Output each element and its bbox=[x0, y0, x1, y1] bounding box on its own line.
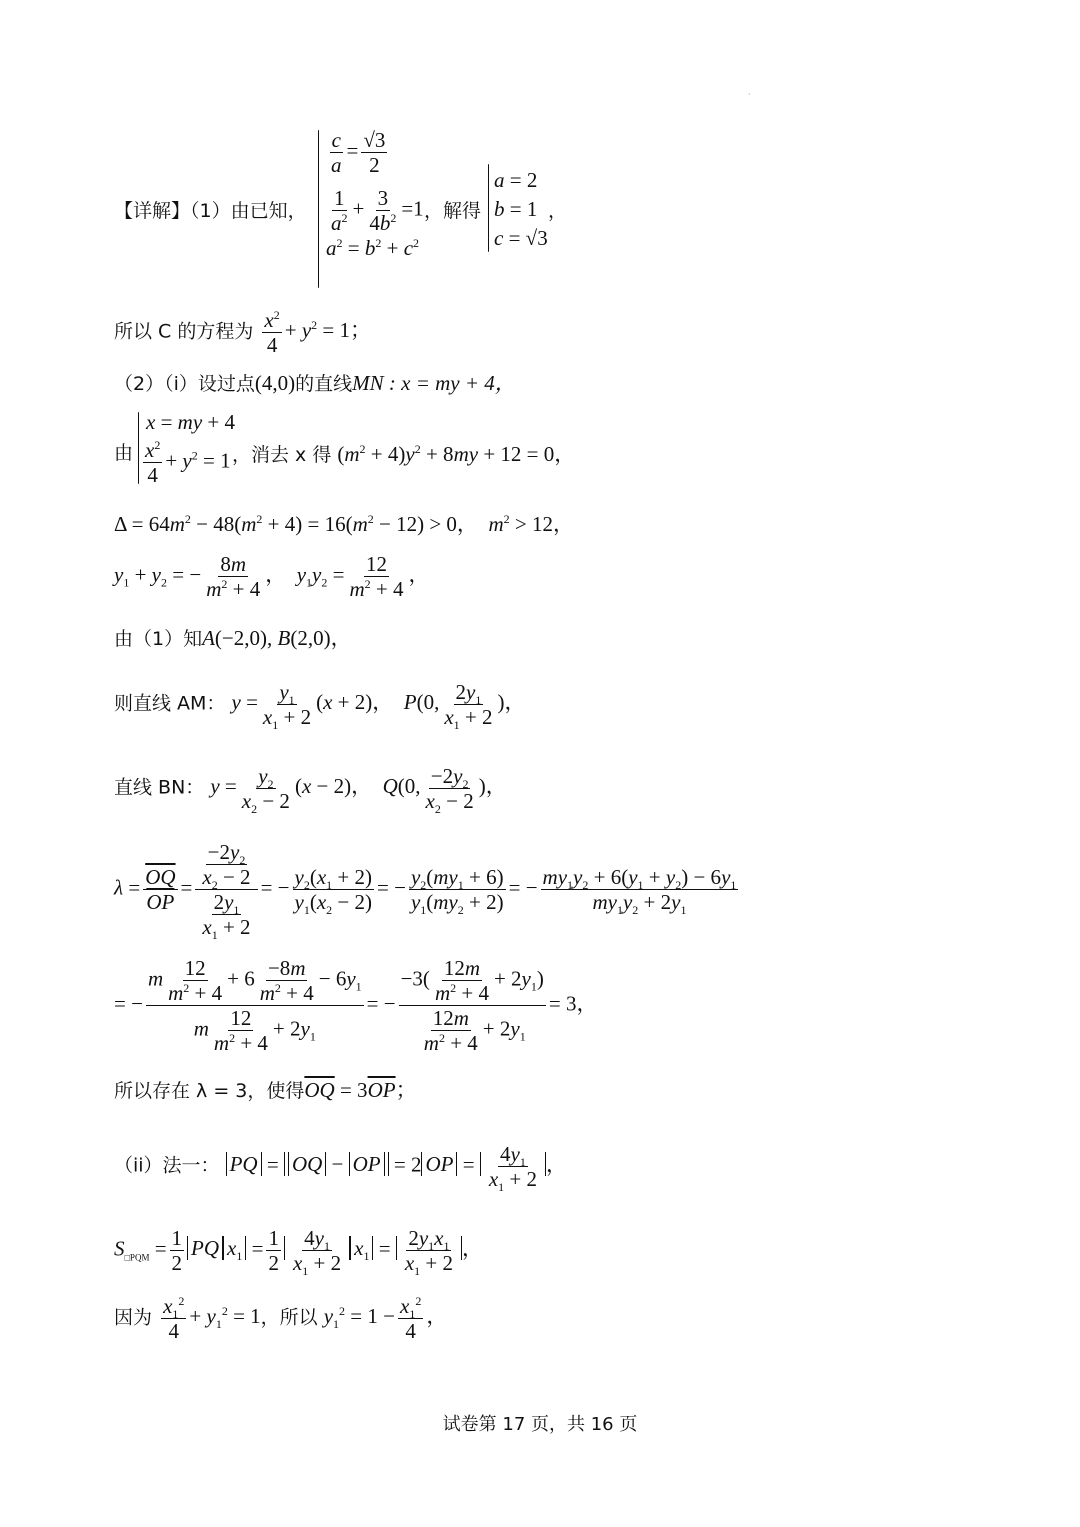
part1-system-brace bbox=[318, 130, 319, 288]
detail-label: 【详解】 bbox=[114, 200, 191, 222]
ab-row: 由（1）知A(−2,0), B(2,0)， bbox=[114, 626, 352, 650]
ii-row: （ii）法一： PQ = OQ − OP = 2 OP = $\frac{4y_1}{x_1 + 2}$ ， bbox=[114, 1142, 567, 1195]
result-trail: ， bbox=[548, 200, 568, 222]
area-row: $S_{□PQM}$ = $\frac{1}{2}$ PQ $x_1$ = $\frac{1}{2}$ $\frac{4y_1}{x_1 + 2}$ $x_1$ = $\frac{2y_1x_1}{x_1 + 2}$ ， bbox=[114, 1226, 483, 1279]
bn-row: 直线 BN： y = $\frac{y_2}{x_2 - 2}$ (x − 2)， Q(0, $\frac{-2y_2}{x_2 - 2}$ )， bbox=[114, 764, 507, 817]
vieta-row: $y_1 + y_2$ = − $\frac{8m}{m^2 + 4}$ ， $y_1y_2$ = $\frac{12}{m^2 + 4}$ ， bbox=[114, 552, 430, 602]
am-row: 则直线 AM： y = $\frac{y_1}{x_1 + 2}$ (x + 2)， P(0, $\frac{2y_1}{x_1 + 2}$ )， bbox=[114, 680, 526, 733]
lambda-row: λ = $\frac{\overline{OQ}}{OP}$ = $\frac{\frac{-2y_2}{x_2 - 2}}{\frac{2y_1}{x_1 + 2}}$ = − $\frac{y_2(x_1 + 2)}{y_1(x_2 - 2)}$ = − $\frac{y_2(my_1 + 6)}{y_1(my_2 + 2)}$ = − $\frac{my_1y_2 + 6(y_1 + y_2) - 6y_1}{my_1y_2 + 2y_1}$ bbox=[114, 840, 737, 943]
part2-sys-row-2: $\frac{x^2}{4}$ + $y^2 = 1$ bbox=[145, 438, 231, 488]
part1-sys-row-2: $\frac{1}{a^2}$ + $\frac{3}{4b^2}$ =1 bbox=[331, 186, 424, 236]
part2-system-brace bbox=[138, 412, 139, 484]
part1-sys-row-3: $a^2 = b^2 + c^2$ bbox=[326, 236, 420, 260]
result-a: a = 2 bbox=[494, 168, 538, 192]
lambda-row-2: = − m $\frac{12}{m^2 + 4}$ + 6 $\frac{-8m}{m^2 + 4}$ − $6y_1$ m $\frac{12}{m^2 + 4}$ + $2y_1$ = − −3( $\frac{12m}{m^2 + 4}$ + $2y_1$) $\frac{12m}{m^2 + 4}$ + $2y_1$ = 3， bbox=[114, 956, 598, 1056]
part1-lead: （1）由已知， bbox=[190, 200, 307, 222]
part1-lead-row bbox=[114, 196, 307, 223]
exist-row: 所以存在 λ = 3，使得$\overline{OQ} = 3\overline{OP}$； bbox=[114, 1078, 417, 1102]
eliminate-row: ，消去 x 得 $(m^2 + 4)y^2 + 8my + 12 = 0$， bbox=[232, 442, 576, 466]
because-row: 因为 $\frac{x_1^2}{4}$ + $y_1^2 = 1$，所以 $y_1^2 = 1$ − $\frac{x_1^2}{4}$ ， bbox=[114, 1294, 448, 1344]
part1-result-brace bbox=[488, 164, 489, 252]
page-footer: 试卷第 17 页，共 16 页 bbox=[442, 1414, 638, 1435]
result-b: b = 1 bbox=[494, 197, 538, 221]
system-lead: 由 bbox=[114, 442, 134, 464]
solve-word-row: ，解得 bbox=[424, 200, 482, 222]
part1-sys-row-1: $\frac{c}{a}$ = $\frac{√3}{2}$ bbox=[331, 128, 386, 178]
header-mark: · bbox=[748, 90, 751, 99]
conclusion-row: 所以 C 的方程为 $\frac{x^2}{4}$ + $y^2 = 1$； bbox=[114, 308, 371, 358]
part2-sys-row-1: x = my + 4 bbox=[146, 410, 236, 434]
part2-lead-row: （2）（i）设过点(4,0)的直线MN : x = my + 4， bbox=[114, 371, 516, 395]
result-c: c = √3 bbox=[494, 226, 548, 250]
delta-row: $\Delta = 64m^2 - 48(m^2 + 4) = 16(m^2 - 12) > 0$， $m^2 > 12$， bbox=[114, 512, 574, 536]
